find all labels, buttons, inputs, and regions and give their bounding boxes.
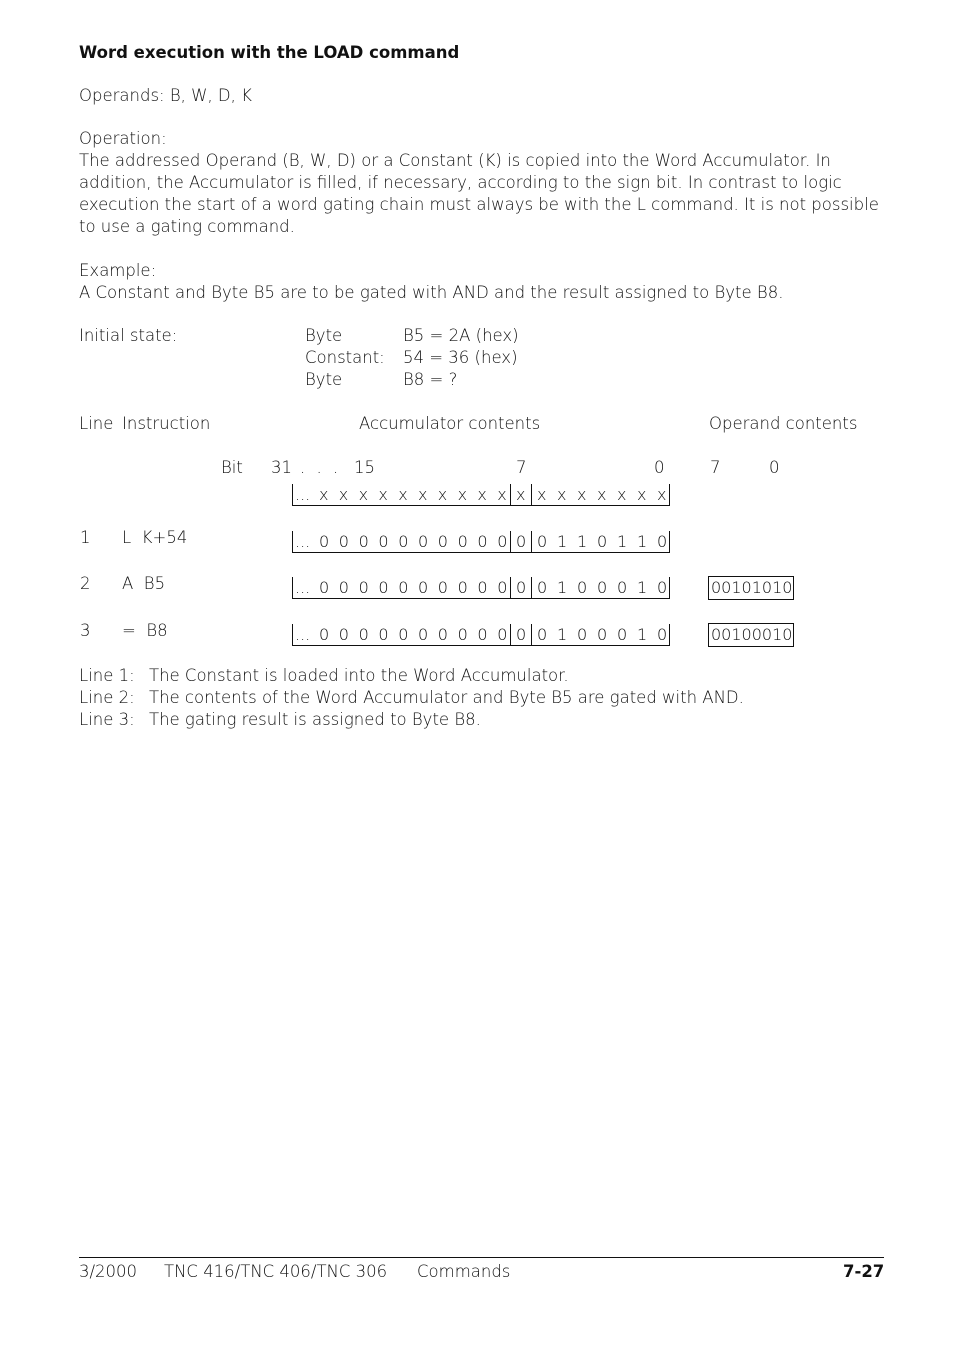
register-divider [510, 624, 511, 646]
register-bit: x [398, 485, 408, 504]
row-instruction: A B5 [122, 574, 166, 593]
register-bit: 0 [477, 625, 488, 644]
register-bit: x [516, 485, 526, 504]
register-bit: 0 [497, 625, 508, 644]
register-bit: 0 [338, 578, 349, 597]
register-bit: 0 [358, 532, 369, 551]
register-bit: x [497, 485, 507, 504]
register-bit: x [319, 485, 329, 504]
bit-label: Bit [221, 458, 243, 477]
initial-state-value: B8 = ? [403, 370, 458, 389]
note-text: The Constant is loaded into the Word Accumulator. [149, 666, 569, 685]
register-bit: 0 [319, 578, 330, 597]
register-bit: 0 [319, 532, 330, 551]
footer-rule [79, 1257, 884, 1258]
register-divider [510, 531, 511, 553]
accumulator-register-header [292, 484, 670, 506]
register-bit: 0 [358, 625, 369, 644]
register-bit: 0 [577, 578, 588, 597]
register-bit: 1 [637, 625, 648, 644]
register-bit: 0 [516, 578, 527, 597]
operands-line: Operands: B, W, D, K [79, 86, 252, 105]
row-line-number: 2 [80, 574, 91, 593]
initial-state-name: Constant: [305, 348, 385, 367]
register-bit: 0 [537, 578, 548, 597]
register-divider [510, 484, 511, 506]
register-ellipsis: ... [295, 532, 311, 551]
note-text: The contents of the Word Accumulator and Byte B5 are gated with AND. [149, 688, 744, 707]
register-bit: x [637, 485, 647, 504]
column-header-operand: Operand contents [709, 414, 858, 433]
register-bit: 0 [378, 532, 389, 551]
example-text: A Constant and Byte B5 are to be gated with AND and the result assigned to Byte B8. [79, 283, 784, 302]
register-bit: 0 [338, 625, 349, 644]
register-bit: 0 [398, 625, 409, 644]
register-bit: 0 [437, 578, 448, 597]
register-bit: 1 [617, 532, 628, 551]
register-bit: 0 [437, 532, 448, 551]
register-bit: x [557, 485, 567, 504]
register-bit: 0 [597, 578, 608, 597]
bit-index-dots: . . . [300, 458, 342, 477]
register-bit: 0 [418, 625, 429, 644]
note-label: Line 3: [79, 710, 135, 729]
register-bit: 0 [617, 625, 628, 644]
operation-label: Operation: [79, 129, 167, 148]
register-bit: 0 [319, 625, 330, 644]
register-bit: x [537, 485, 547, 504]
register-bit: 0 [338, 532, 349, 551]
register-bit: x [657, 485, 667, 504]
register-bit: x [437, 485, 448, 504]
register-bit: 0 [657, 532, 668, 551]
footer-date: 3/2000 [79, 1262, 138, 1281]
example-label: Example: [79, 261, 157, 280]
register-bit: 0 [577, 625, 588, 644]
register-bit: 1 [637, 578, 648, 597]
register-bit: 0 [497, 532, 508, 551]
register-bit: 0 [617, 578, 628, 597]
initial-state-name: Byte [305, 370, 343, 389]
register-bit: 0 [537, 532, 548, 551]
note-text: The gating result is assigned to Byte B8. [149, 710, 481, 729]
register-bit: 0 [437, 625, 448, 644]
register-divider [531, 484, 532, 506]
register-bit: x [577, 485, 587, 504]
register-ellipsis: ... [295, 485, 311, 504]
register-bit: 0 [457, 578, 468, 597]
register-divider [510, 577, 511, 599]
column-header-accumulator: Accumulator contents [359, 414, 541, 433]
operand-bit-index-7: 7 [710, 458, 721, 477]
register-bit: x [457, 485, 468, 504]
row-instruction: = B8 [122, 621, 168, 640]
register-bit: x [418, 485, 428, 504]
accumulator-register [292, 577, 670, 599]
bit-index-15: 15 [354, 458, 375, 477]
register-ellipsis: ... [295, 625, 311, 644]
initial-state-name: Byte [305, 326, 343, 345]
operation-paragraph: The addressed Operand (B, W, D) or a Constant (K) is copied into the Word Accumulator. In addition, the Accumulator is filled, if necessary, according to the sign bit. In contrast to logic execution the start of a word gating chain must always be with the L command. It is not possible to use a gating command. [79, 151, 879, 236]
register-bit: 0 [657, 578, 668, 597]
note-label: Line 2: [79, 688, 135, 707]
register-bit: 0 [418, 532, 429, 551]
register-ellipsis: ... [295, 578, 311, 597]
page-heading: Word execution with the LOAD command [79, 43, 460, 62]
column-header-line: Line [79, 414, 114, 433]
register-bit: 1 [557, 532, 568, 551]
register-bit: 0 [418, 578, 429, 597]
footer-product: TNC 416/TNC 406/TNC 306 [164, 1262, 388, 1281]
register-bit: x [358, 485, 369, 504]
register-bit: 0 [398, 532, 409, 551]
register-divider [531, 624, 532, 646]
operand-box: 00100010 [708, 623, 794, 647]
column-header-instruction: Instruction [122, 414, 211, 433]
register-bit: x [617, 485, 627, 504]
register-bit: x [378, 485, 388, 504]
register-bit: 0 [378, 578, 389, 597]
register-bit: x [597, 485, 607, 504]
register-bit: 0 [477, 578, 488, 597]
register-bit: 0 [358, 578, 369, 597]
register-bit: x [477, 485, 487, 504]
bit-index-31: 31 [271, 458, 292, 477]
initial-state-value: B5 = 2A (hex) [403, 326, 519, 345]
register-bit: 0 [457, 625, 468, 644]
row-instruction: L K+54 [122, 528, 188, 547]
register-bit: 0 [457, 532, 468, 551]
bit-index-7: 7 [516, 458, 527, 477]
register-bit: 0 [398, 578, 409, 597]
register-bit: 0 [597, 625, 608, 644]
register-bit: 0 [516, 625, 527, 644]
register-bit: 0 [657, 625, 668, 644]
bit-index-0: 0 [654, 458, 665, 477]
register-divider [531, 531, 532, 553]
row-line-number: 1 [80, 528, 91, 547]
accumulator-register [292, 531, 670, 553]
note-label: Line 1: [79, 666, 135, 685]
register-bit: 0 [378, 625, 389, 644]
register-bit: 0 [516, 532, 527, 551]
row-line-number: 3 [80, 621, 91, 640]
initial-state-value: 54 = 36 (hex) [403, 348, 518, 367]
page-number: 7-27 [843, 1262, 885, 1281]
register-bit: 1 [557, 625, 568, 644]
footer-section: Commands [417, 1262, 511, 1281]
register-bit: 1 [637, 532, 648, 551]
register-bit: 0 [597, 532, 608, 551]
initial-state-label: Initial state: [79, 326, 178, 345]
register-bit: 0 [477, 532, 488, 551]
operand-box: 00101010 [708, 576, 794, 600]
accumulator-register [292, 624, 670, 646]
register-bit: 0 [497, 578, 508, 597]
register-bit: x [338, 485, 349, 504]
register-divider [531, 577, 532, 599]
operand-bit-index-0: 0 [769, 458, 780, 477]
register-bit: 1 [577, 532, 588, 551]
register-bit: 0 [537, 625, 548, 644]
register-bit: 1 [557, 578, 568, 597]
